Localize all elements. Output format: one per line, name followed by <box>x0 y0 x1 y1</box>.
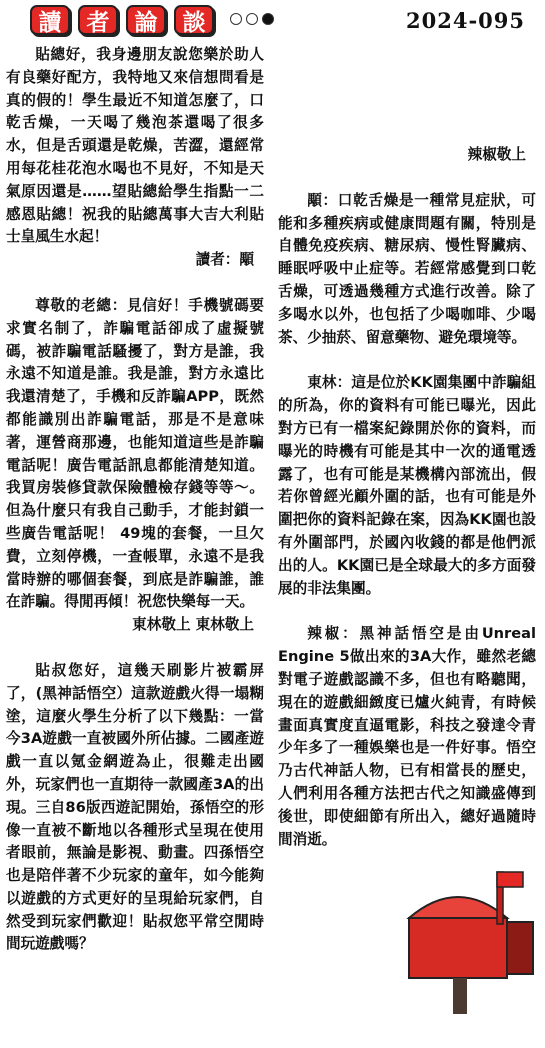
reply-text: 東林：這是位於KK園集團中詐騙組的所為，你的資料有可能已曝光，因此對方已有一檔案紀錄開於你的資料，而曝光的時機有可能是其中一次的通電透露了，也有可能是某機構內部流出，假若你曾經光顧外圍的話，也有可能是外圍把你的資料記錄在案，因為KK園也設有外圍部門，於國內收錢的都是他們派出的人。KK園已是全球最大的多方面發展的非法集團。 <box>278 374 536 597</box>
mailbox-icon <box>395 858 541 1014</box>
reply-text: 辣椒：黑神話悟空是由Unreal Engine 5做出來的3A大作，雖然老總對電子遊戲認識不多，但也有略聽聞，現在的遊戲細緻度已爐火純青，有時候畫面真實度直逼電影，科技之發達令青少年多了一種娛樂也是一件好事。悟空乃古代神話人物，已有相當長的歷史，人們利用各種方法把古代之知識盛傳到後世，即使細節有所出入，總好過隨時間消逝。 <box>278 625 536 848</box>
title-char-3: 論 <box>126 5 166 35</box>
letter-text: 貼叔您好，這幾天刷影片被霸屏了，(黑神話悟空）這款遊戲火得一塌糊塗，這麼火學生分析了以下幾點：一當今3A遊戲一直被國外所佔據。二國產遊戲一直以氪金網遊為止，很難走出國外，玩家們也一直期待一款國產3A的出現。三自86版西遊記開始，孫悟空的形像一直被不斷地以各種形式呈現在使用者眼前，無論是影視、動畫。四孫悟空也是陪伴著不少玩家的童年，如今能夠以遊戲的方式更好的呈現給玩家們，自然受到玩家們歡迎！貼叔您平常空閒時間玩遊戲嗎？ <box>6 661 264 953</box>
title-char-2: 者 <box>78 5 118 35</box>
title-char-4: 談 <box>174 5 214 35</box>
column-header <box>0 0 545 40</box>
left-column <box>6 44 264 1048</box>
issue-number: 2024-095 <box>406 8 525 33</box>
filled-circle-icon <box>262 13 274 25</box>
reply-text: 顒：口乾舌燥是一種常見症狀，可能和多種疾病或健康問題有關，特別是自體免疫疾病、糖尿病、慢性腎臟病、睡眠呼吸中止症等。若經常感覺到口乾舌燥，可透過幾種方式進行改善。除了多喝水以外，也包括了少喝咖啡、少喝茶、少抽菸、留意藥物、避免環境等。 <box>278 191 536 346</box>
circle-icon <box>246 13 258 25</box>
decorative-dots <box>230 13 274 25</box>
letter-signature: 辣椒敬上 <box>467 146 526 163</box>
title-char-1: 讀 <box>30 5 70 35</box>
circle-icon <box>230 13 242 25</box>
letter-signature: 讀者：顒 <box>195 251 254 269</box>
letter-text: 尊敬的老總：見信好！手機號碼要求實名制了，詐騙電話卻成了虛擬號碼，被詐騙電話騷擾了，對方是誰，我永遠不知道是誰。我是誰，對方永遠比我還清楚了，手機和反詐騙APP，既然都能識別出詐騙電話，那是不是意味著，運營商那邊，也能知道這些是詐騙電話呢！廣告電話訊息都能清楚知道。我買房裝修貸款保險體檢存錢等等～。但為什麼只有我自己動手，才能封鎖一些廣告電話呢！ 49塊的套餐，一旦欠費，立刻停機，一查帳單，永遠不是我當時辦的哪個套餐，到底是詐騙誰，誰在詐騙。得閒再傾！祝您快樂每一天。 <box>6 296 264 611</box>
letter-text: 貼總好，我身邊朋友說您樂於助人有良藥好配方，我特地又來信想問看是真的假的！學生最近不知道怎麼了，口乾舌燥，一天喝了幾泡茶還喝了很多水，但是舌頭還是乾燥，苦澀，還經常用每花桂花泡水喝也不見好，不知是天氣原因還是……望貼總給學生指點一二感恩貼總！祝我的貼總萬事大吉大利貼士皇風生水起！ <box>6 46 264 246</box>
right-column <box>278 44 536 851</box>
letter-signature: 東林敬上 東林敬上 <box>132 616 254 634</box>
